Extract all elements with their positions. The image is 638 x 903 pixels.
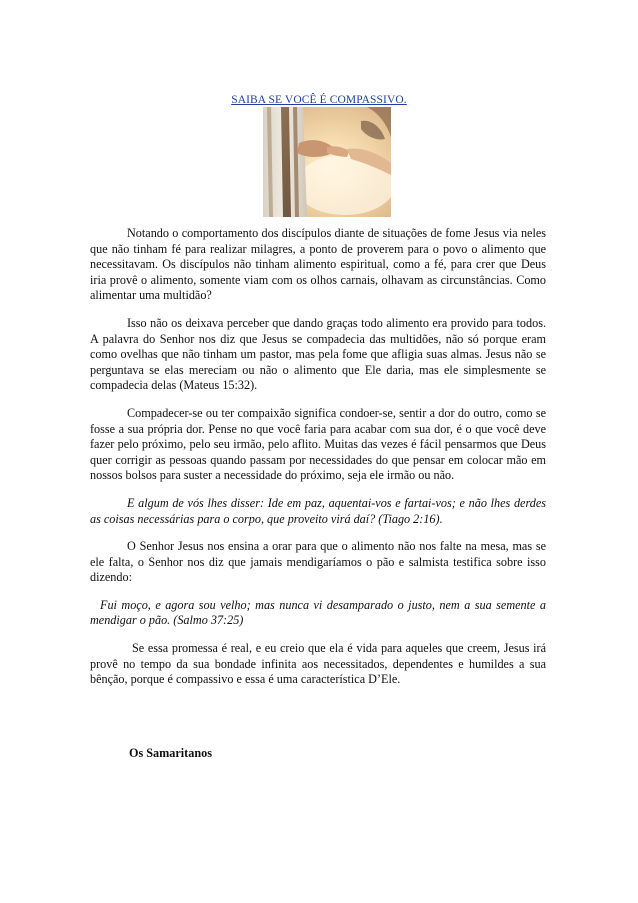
hands-illustration xyxy=(263,107,391,217)
section-heading: Os Samaritanos xyxy=(129,746,212,760)
paragraph-4: O Senhor Jesus nos ensina a orar para que o alimento não nos falte na mesa, mas se ele falta, o Senhor nos diz que jamais mendigaríamos o pão e salmista testifica sobre isso dizendo: xyxy=(90,539,546,585)
page-title[interactable]: SAIBA SE VOCÊ É COMPASSIVO. xyxy=(231,94,407,106)
hands-illustration-svg xyxy=(263,107,391,217)
document-body xyxy=(90,226,546,700)
paragraph-2: Isso não os deixava perceber que dando graças todo alimento era provido para todos. A palavra do Senhor nos diz que Jesus se compadecia das multidões, não só porque eram como ovelhas que não tinham um pastor, mas pela fome que afligia suas almas. Jesus não se perguntava se elas mereciam ou não o alimento que Ele daria, mas ele simplesmente se compadecia delas (Mateus 15:32). xyxy=(90,315,546,393)
paragraph-1: Notando o comportamento dos discípulos diante de situações de fome Jesus via neles que não tinham fé para realizar milagres, a ponto de proverem para o povo o alimento que necessitavam. Os discípulos não tinham alimento espiritual, como a fé, para crer que Deus iria provê o alimento, somente viam com os olhos carnais, olhavam as circunstâncias. Como alimentar uma multidão? xyxy=(90,226,546,303)
paragraph-3: Compadecer-se ou ter compaixão significa condoer-se, sentir a dor do outro, como se fosse a sua própria dor. Pense no que você faria para acabar com sua dor, é o que você deve fazer pelo próximo, pelo seu irmão, pelo aflito. Muitas das vezes é fácil pensarmos que Deus quer corrigir as pessoas quando passam por necessidades do que pensar em colocar mão em nossos bolsos para suster a necessidade do próximo, seja ele irmão ou não. xyxy=(90,405,546,483)
verse-quote-1: E algum de vós lhes disser: Ide em paz, aquentai-vos e fartai-vos; e não lhes derdes as coisas necessárias para o corpo, que proveito virá daí? (Tiago 2:16). xyxy=(90,495,546,526)
verse-quote-2: Fui moço, e agora sou velho; mas nunca vi desamparado o justo, nem a sua semente a mendigar o pão. (Salmo 37:25) xyxy=(90,597,546,628)
paragraph-5: Se essa promessa é real, e eu creio que ela é vida para aqueles que creem, Jesus irá provê no tempo da sua bondade infinita aos necessitados, dependentes e humildes a sua bênção, porque é compassivo e essa é uma característica D’Ele. xyxy=(90,641,546,687)
